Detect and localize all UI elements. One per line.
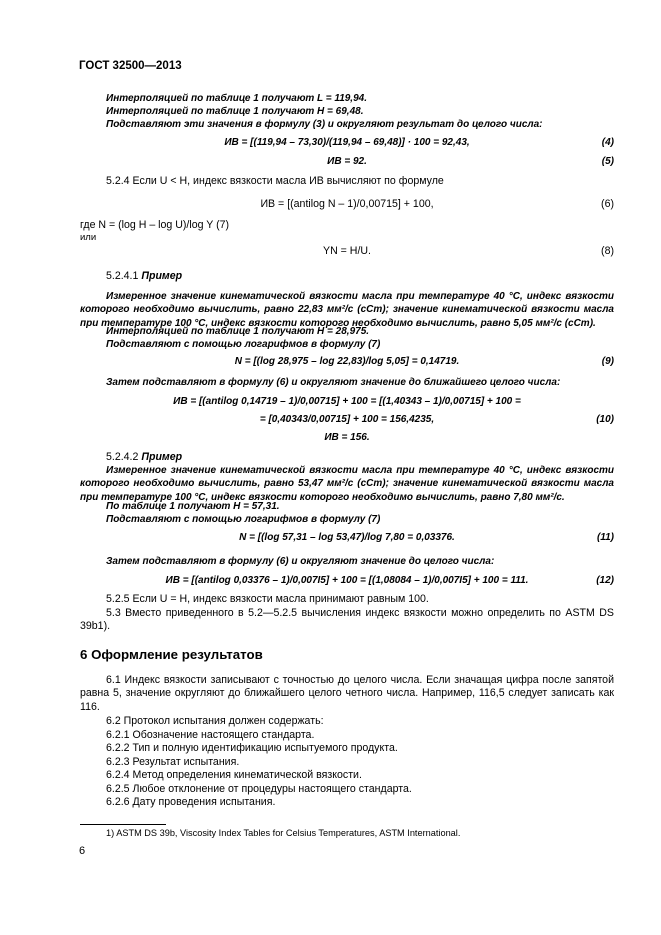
section-title: 6 Оформление результатов (80, 647, 263, 662)
paragraph-5-2-5: 5.2.5 Если U = H, индекс вязкости масла принимают равным 100. (106, 593, 429, 605)
example-2-heading: 5.2.4.2 Пример (106, 451, 183, 463)
list-item: 6.2.1 Обозначение настоящего стандарта. (106, 729, 315, 741)
example-1-then: Затем подставляют в формулу (6) и округляют значение до ближайшего целого числа: (106, 377, 561, 388)
list-item: 6.2.4 Метод определения кинематической вязкости. (106, 769, 362, 781)
formula-9-number: (9) (601, 356, 614, 367)
line-substitute: Подставляют эти значения в формулу (3) и округляют результат до целого числа: (106, 119, 543, 130)
formula-12-number: (12) (596, 575, 614, 586)
formula-6-number: (6) (601, 198, 614, 210)
formula-10-line1: ИВ = [(antilog 0,14719 – 1)/0,00715] + 100 = [(1,40343 – 1)/0,00715] + 100 = (173, 396, 521, 407)
paragraph-6-2: 6.2 Протокол испытания должен содержать: (106, 715, 324, 727)
formula-10-number: (10) (596, 414, 614, 425)
formula-8-number: (8) (601, 245, 614, 257)
list-item: 6.2.3 Результат испытания. (106, 756, 240, 768)
where-clause: где N = (log H – log U)/log Y (7) (80, 219, 230, 231)
footnote-separator (80, 824, 166, 825)
example-1-heading: 5.2.4.1 Пример (106, 270, 183, 282)
paragraph-6-1: 6.1 Индекс вязкости записывают с точностью до целого числа. Если значащая цифра после запятой равна 5, значение округляют до ближайшего целого четного числа. Например, 116,5 следует записать как 116. (80, 674, 614, 713)
paragraph-5-2-4: 5.2.4 Если U < H, индекс вязкости масла ИВ вычисляют по формуле (106, 175, 444, 187)
formula-4-number: (4) (601, 137, 614, 148)
example-2-substitute: Подставляют с помощью логарифмов в формулу (7) (106, 514, 381, 525)
footnote: 1) ASTM DS 39b, Viscosity Index Tables for Celsius Temperatures, ASTM International. (106, 828, 461, 838)
formula-11-number: (11) (596, 532, 614, 543)
formula-9: N = [(log 28,975 – log 22,83)/log 5,05] = 0,14719. (234, 356, 460, 367)
example-1-substitute: Подставляют с помощью логарифмов в формулу (7) (106, 339, 381, 350)
list-item: 6.2.5 Любое отклонение от процедуры настоящего стандарта. (106, 783, 412, 795)
document-header: ГОСТ 32500—2013 (79, 60, 182, 72)
paragraph-5-3: 5.3 Вместо приведенного в 5.2—5.2.5 вычисления индекс вязкости можно определить по ASTM DS 39b1). (80, 607, 614, 633)
formula-12: ИВ = [(antilog 0,03376 – 1)/0,007I5] + 100 = [(1,08084 – 1)/0,007I5] + 100 = 111. (165, 575, 529, 586)
example-1-text: Измеренное значение кинематической вязкости масла при температуре 40 °С, индекс вязкости которого необходимо вычислить, равно 22,83 мм²/с (сСт); значение кинематической вязкости масла при температуре 100 °С, индекс вязкости которого необходимо вычислить, равно 5,05 мм²/с (сСт). (80, 291, 614, 329)
formula-5-number: (5) (601, 156, 614, 167)
example-2-then: Затем подставляют в формулу (6) и округляют значение до целого числа: (106, 556, 495, 567)
example-2-table: По таблице 1 получают H = 57,31. (106, 501, 280, 512)
example-2-text: Измеренное значение кинематической вязкости масла при температуре 40 °С, индекс вязкости которого необходимо вычислить, равно 53,47 мм²/с (сСт); значение кинематической вязкости масла при температуре 100 °С, индекс вязкости которого необходимо вычислить, равно 7,80 мм²/с. (80, 465, 614, 503)
or-word: или (80, 232, 97, 243)
line-interp-h: Интерполяцией по таблице 1 получают H = 69,48. (106, 106, 364, 117)
line-interp-l: Интерполяцией по таблице 1 получают L = 119,94. (106, 93, 367, 104)
formula-8: YN = H/U. (323, 245, 371, 257)
formula-10-result: ИВ = 156. (324, 432, 370, 443)
formula-6: ИВ = [(antilog N – 1)/0,00715] + 100, (260, 198, 434, 210)
formula-10-line2: = [0,40343/0,00715] + 100 = 156,4235, (259, 414, 435, 425)
page-number: 6 (79, 845, 86, 857)
formula-4: ИВ = [(119,94 – 73,30)/(119,94 – 69,48)] · 100 = 92,43, (224, 137, 470, 148)
formula-5: ИВ = 92. (327, 156, 367, 167)
list-item: 6.2.6 Дату проведения испытания. (106, 796, 276, 808)
formula-11: N = [(log 57,31 – log 53,47)/log 7,80 = 0,03376. (239, 532, 455, 543)
list-item: 6.2.2 Тип и полную идентификацию испытуемого продукта. (106, 742, 398, 754)
example-1-interp: Интерполяцией по таблице 1 получают H = 28,975. (106, 326, 370, 337)
